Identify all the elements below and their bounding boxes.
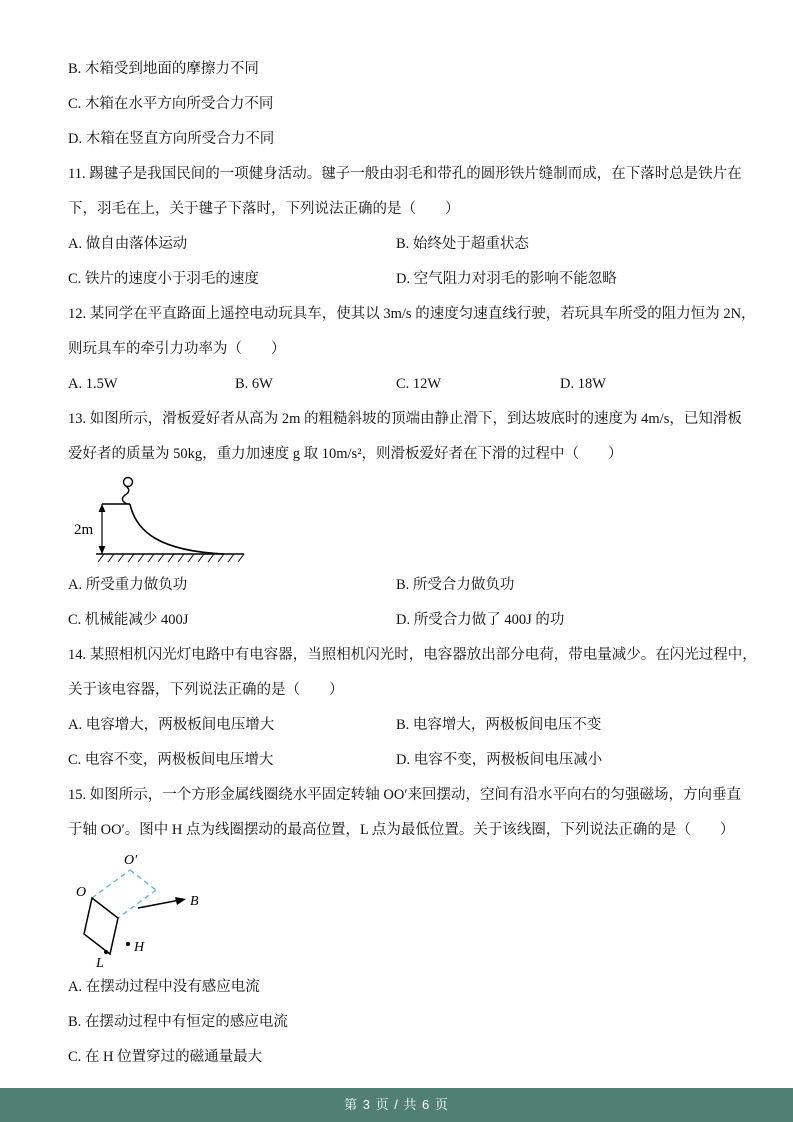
page-footer — [0, 1088, 793, 1122]
q13-option-a: A. 所受重力做负功 — [68, 577, 188, 593]
coil-upper-position-dashed — [92, 870, 156, 918]
q10-option-c: C. 木箱在水平方向所受合力不同 — [68, 96, 274, 112]
q15-coil-figure — [72, 850, 262, 968]
q12-stem-line2: 则玩具车的牵引力功率为（ ） — [68, 341, 286, 357]
q11-option-d: D. 空气阻力对羽毛的影响不能忽略 — [396, 271, 617, 287]
q14-options-row-1 — [68, 708, 740, 743]
q13-stem-line2: 爱好者的质量为 50kg，重力加速度 g 取 10m/s²，则滑板爱好者在下滑的过程中（ ） — [68, 446, 623, 462]
point-h-dot — [126, 942, 130, 946]
q11-stem-line2: 下，羽毛在上，关于毽子下落时，下列说法正确的是（ ） — [68, 201, 460, 217]
q14-stem-line1: 14. 某照相机闪光灯电路中有电容器，当照相机闪光时，电容器放出部分电荷，带电量减少。在闪光过程中， — [68, 647, 757, 663]
page-indicator: 第 3 页 / 共 6 页 — [344, 1097, 449, 1112]
q11-option-b: B. 始终处于超重状态 — [396, 236, 529, 252]
slope-curve — [130, 504, 224, 554]
q12-options-row — [68, 367, 740, 402]
q12-option-c: C. 12W — [396, 376, 442, 392]
label-o: O — [76, 885, 87, 900]
q15-stem-line2: 于轴 OO′。图中 H 点为线圈摆动的最高位置，L 点为最低位置。关于该线圈，下列说法正确的是（ ） — [68, 822, 735, 838]
q12-stem-line1: 12. 某同学在平直路面上遥控电动玩具车，使其以 3m/s 的速度匀速直线行驶，若玩具车所受的阻力恒为 2N， — [68, 306, 756, 322]
q11-options-row-1 — [68, 227, 740, 262]
q15-option-c: C. 在 H 位置穿过的磁通量最大 — [68, 1049, 263, 1065]
q15-option-b: B. 在摆动过程中有恒定的感应电流 — [68, 1014, 288, 1030]
label-l: L — [96, 956, 104, 968]
q12-option-a: A. 1.5W — [68, 376, 118, 392]
q11-option-c: C. 铁片的速度小于羽毛的速度 — [68, 271, 259, 287]
q10-option-b: B. 木箱受到地面的摩擦力不同 — [68, 61, 259, 77]
skater-icon — [122, 478, 132, 505]
label-o-prime: O′ — [124, 853, 138, 868]
q13-options-row-1 — [68, 568, 740, 603]
label-b: B — [190, 894, 199, 909]
q14-option-a: A. 电容增大，两极板间电压增大 — [68, 717, 275, 733]
q11-options-row-2 — [68, 262, 740, 297]
q12-option-b: B. 6W — [235, 376, 273, 392]
q10-option-d: D. 木箱在竖直方向所受合力不同 — [68, 131, 275, 147]
q13-stem-line1: 13. 如图所示，滑板爱好者从高为 2m 的粗糙斜坡的顶端由静止滑下，到达坡底时的速度为 4m/s，已知滑板 — [68, 411, 742, 427]
q14-option-c: C. 电容不变，两极板间电压增大 — [68, 752, 274, 768]
q11-stem-line1: 11. 踢毽子是我国民间的一项健身活动。毽子一般由羽毛和带孔的圆形铁片缝制而成，在下落时总是铁片在 — [68, 166, 742, 182]
q13-option-c: C. 机械能减少 400J — [68, 612, 189, 628]
q13-slope-figure — [72, 474, 272, 566]
q13-option-d: D. 所受合力做了 400J 的功 — [396, 612, 565, 628]
label-h: H — [134, 940, 145, 955]
q13-figure-block — [72, 474, 740, 566]
q14-option-b: B. 电容增大，两极板间电压不变 — [396, 717, 602, 733]
q15-figure-block — [72, 850, 740, 968]
q14-option-d: D. 电容不变，两极板间电压减小 — [396, 752, 603, 768]
q11-option-a: A. 做自由落体运动 — [68, 236, 188, 252]
ground-hatching — [98, 554, 244, 562]
q15-option-a: A. 在摆动过程中没有感应电流 — [68, 979, 260, 995]
q15-stem-line1: 15. 如图所示，一个方形金属线圈绕水平固定转轴 OO′来回摆动，空间有沿水平向右的匀强磁场，方向垂直 — [68, 787, 741, 803]
page-content — [68, 52, 757, 1075]
coil-low-position — [84, 898, 118, 954]
q14-options-row-2 — [68, 743, 740, 778]
q12-option-d: D. 18W — [560, 376, 606, 392]
height-label: 2m — [74, 522, 94, 538]
height-measure-line — [99, 504, 106, 554]
q14-stem-line2: 关于该电容器，下列说法正确的是（ ） — [68, 682, 344, 698]
q13-option-b: B. 所受合力做负功 — [396, 577, 515, 593]
q13-options-row-2 — [68, 603, 740, 638]
point-l-dot — [104, 950, 108, 954]
